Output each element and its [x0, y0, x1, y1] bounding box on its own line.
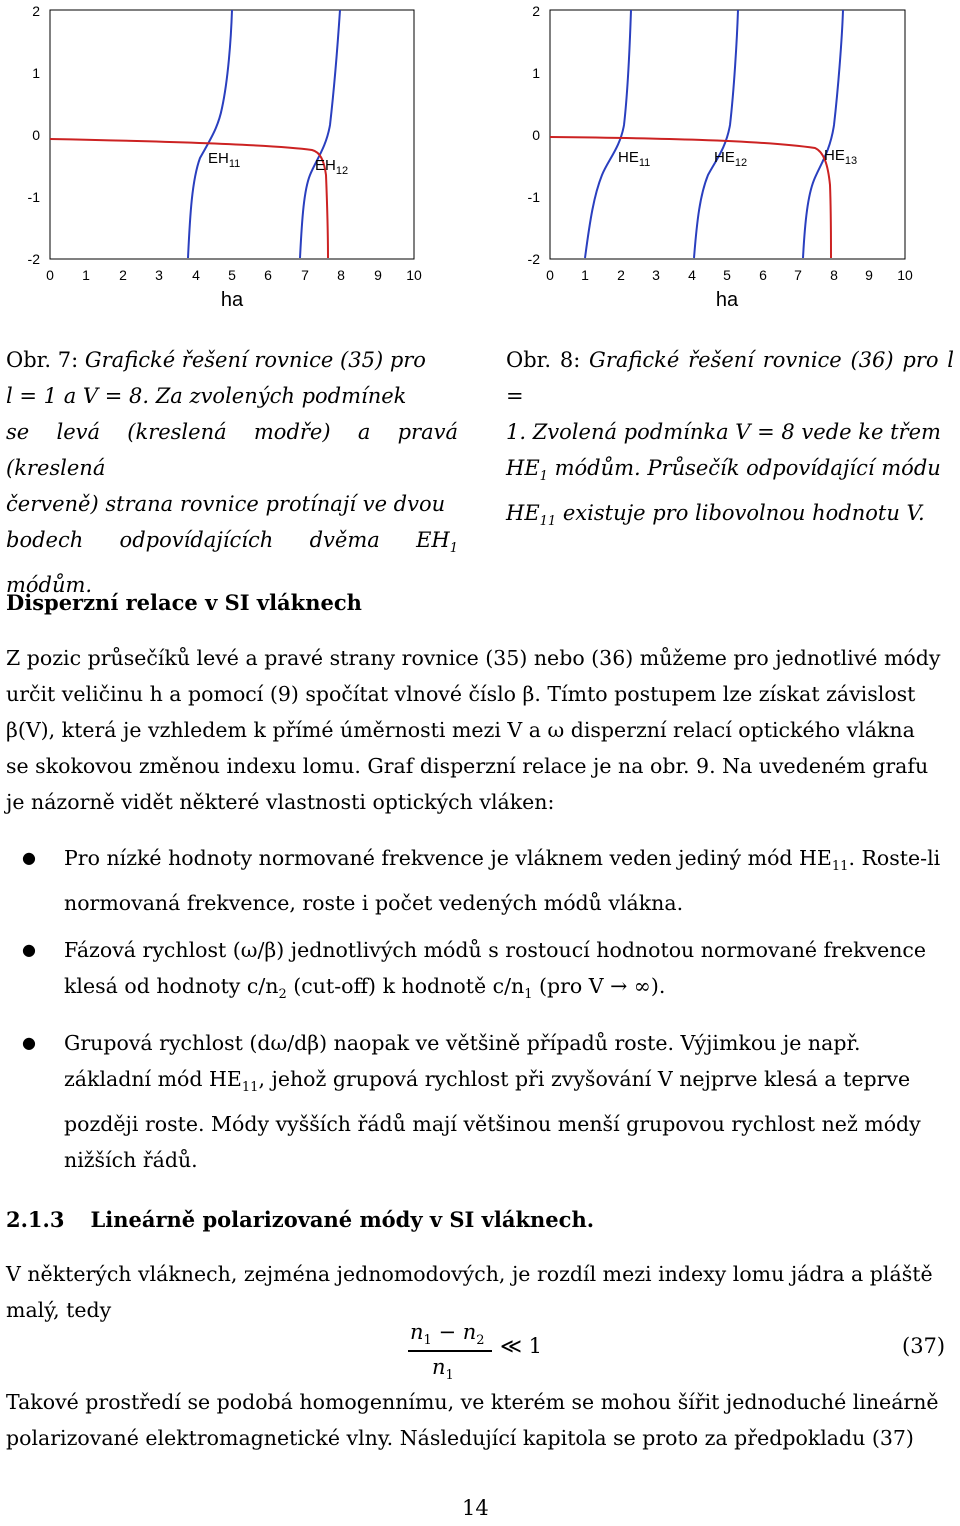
text-line: V některých vláknech, zejména jednomodových, je rozdíl mezi indexy lomu jádra a pláště — [6, 1262, 933, 1286]
caption-line: 1. Zvolená podmínka V = 8 vede ke třem — [506, 420, 941, 444]
x-axis-label: ha — [220, 289, 244, 311]
x-tick-label: 10 — [406, 267, 422, 283]
y-tick-label: -1 — [27, 189, 40, 205]
text-line: Takové prostředí se podobá homogennímu, ve kterém se mohou šířit jednoduché lineárně — [6, 1390, 939, 1414]
blue-curve-1 — [585, 10, 631, 258]
y-tick-label: 2 — [532, 3, 540, 19]
x-tick-label: 8 — [830, 267, 838, 283]
x-tick-label: 3 — [652, 267, 660, 283]
text-line: Fázová rychlost (ω/β) jednotlivých módů s rostoucí hodnotou normované frekvence — [64, 938, 927, 962]
x-tick-label: 0 — [546, 267, 554, 283]
x-tick-label: 9 — [865, 267, 873, 283]
blue-curve-1 — [188, 10, 232, 258]
figure-7-plot — [0, 0, 470, 315]
y-tick-label: 0 — [532, 127, 540, 143]
caption-line: $HE_1$ módům. Průsečík odpovídající módu — [506, 456, 941, 485]
text-line: Grupová rychlost (dω/dβ) naopak ve většině případů roste. Výjimkou je např. — [64, 1031, 861, 1055]
x-tick-label: 1 — [581, 267, 589, 283]
x-tick-label: 6 — [264, 267, 272, 283]
caption-line: $HE_{11}$ existuje pro libovolnou hodnotu V. — [506, 501, 925, 530]
subsection-title: Lineárně polarizované módy v SI vláknech. — [90, 1207, 595, 1232]
x-tick-label: 2 — [617, 267, 625, 283]
text-line: základní mód $HE_{11}$, jehož grupová rychlost při zvyšování V nejprve klesá a teprve — [64, 1067, 911, 1096]
caption-line: červeně) strana rovnice protínají ve dvou — [6, 492, 446, 516]
text-line: se skokovou změnou indexu lomu. Graf disperzní relace je na obr. 9. Na uvedeném grafu — [6, 754, 929, 778]
text-line: polarizované elektromagnetické vlny. Následující kapitola se proto za předpokladu (37) — [6, 1426, 914, 1450]
section-heading: Disperzní relace v SI vláknech — [6, 590, 362, 615]
x-tick-label: 3 — [155, 267, 163, 283]
y-tick-label: -1 — [527, 189, 540, 205]
text-line: malý, tedy — [6, 1298, 112, 1322]
caption-line — [6, 342, 458, 378]
mode-label-he13: $HE_{13}$ — [824, 147, 858, 167]
blue-curve-2 — [300, 10, 340, 258]
y-tick-label: 0 — [32, 127, 40, 143]
mode-label-he11: $HE_{11}$ — [618, 149, 651, 169]
figure-8-caption — [506, 342, 954, 540]
mode-label-eh12: $EH_{12}$ — [315, 157, 349, 177]
x-tick-label: 6 — [759, 267, 767, 283]
caption-line: bodech odpovídajících dvěma $EH_1$ módům. — [6, 528, 458, 598]
mode-label-he12: $HE_{12}$ — [714, 149, 748, 169]
text-line: normovaná frekvence, roste i počet vedených módů vlákna. — [64, 891, 684, 916]
text-line: určit veličinu h a pomocí (9) spočítat vlnové číslo β. Tímto postupem lze získat závislost — [6, 682, 916, 706]
x-tick-label: 7 — [794, 267, 802, 283]
text-line: Z pozic průsečíků levé a pravé strany rovnice (35) nebo (36) můžeme pro jednotlivé módy — [6, 646, 941, 670]
equation-label: (37) — [902, 1334, 946, 1358]
x-axis-label: ha — [715, 289, 739, 311]
caption-text: Grafické řešení rovnice (35) pro — [78, 348, 426, 372]
x-tick-label: 5 — [228, 267, 236, 283]
left-side-curves — [585, 10, 843, 258]
x-tick-labels — [46, 267, 422, 283]
figure-8-plot — [490, 0, 960, 315]
blue-curve-3 — [803, 10, 843, 258]
x-tick-labels — [546, 267, 913, 283]
x-tick-label: 8 — [337, 267, 345, 283]
paragraph-lp-waves — [6, 1384, 944, 1456]
caption-text: Grafické řešení rovnice (36) pro l = — [506, 348, 954, 408]
bullet-icon: ● — [22, 940, 36, 959]
plot-eh-svg — [0, 0, 470, 315]
equation-numerator: $n_1 - n_2$ — [410, 1320, 485, 1349]
bullet-icon: ● — [22, 1033, 36, 1052]
text-line: klesá od hodnoty $c/n_2$ (cut-off) k hodnotě $c/n_1$ (pro V → ∞). — [64, 974, 666, 1003]
bullet-icon: ● — [22, 848, 36, 867]
equation-relation: ≪ 1 — [500, 1334, 543, 1358]
caption-label: Obr. 8: — [506, 348, 581, 372]
text-line: β(V), která je vzhledem k přímé úměrnosti mezi V a ω disperzní relací optického vlákna — [6, 718, 915, 742]
caption-label: Obr. 7: — [6, 348, 79, 372]
y-tick-labels — [28, 3, 41, 267]
paragraph-lp-intro — [6, 1256, 944, 1328]
y-tick-label: -2 — [527, 251, 540, 267]
fraction-bar — [408, 1350, 492, 1352]
y-tick-label: 1 — [32, 65, 40, 81]
caption-line: l = 1 a V = 8. Za zvolených podmínek — [6, 384, 407, 408]
x-tick-label: 1 — [82, 267, 90, 283]
mode-label-eh11: $EH_{11}$ — [208, 150, 241, 170]
subsection-number: 2.1.3 — [6, 1207, 65, 1232]
red-curve — [550, 137, 831, 258]
plot-he-svg — [490, 0, 960, 315]
x-tick-label: 0 — [46, 267, 54, 283]
x-tick-label: 2 — [119, 267, 127, 283]
left-side-curves — [188, 10, 340, 258]
y-tick-label: -2 — [27, 251, 40, 267]
text-line: nižších řádů. — [64, 1148, 198, 1173]
y-tick-label: 2 — [32, 3, 40, 19]
x-tick-label: 4 — [192, 267, 200, 283]
figure-7-caption — [6, 342, 458, 603]
y-tick-label: 1 — [532, 65, 540, 81]
page-number: 14 — [462, 1496, 489, 1520]
bullet-item — [64, 840, 944, 921]
text-line: je názorně vidět některé vlastnosti optických vláken: — [6, 790, 555, 814]
text-line: později roste. Módy vyšších řádů mají většinou menší grupovou rychlost než módy — [64, 1112, 921, 1137]
equation-denominator: $n_1$ — [432, 1355, 454, 1384]
plot-frame — [50, 10, 414, 259]
subsection-heading — [6, 1207, 594, 1232]
bullet-item — [64, 932, 944, 1013]
x-tick-label: 10 — [897, 267, 913, 283]
x-tick-label: 7 — [301, 267, 309, 283]
caption-line: se levá (kreslená modře) a pravá (kreslená — [6, 420, 458, 480]
x-tick-label: 4 — [688, 267, 696, 283]
bullet-item — [64, 1025, 944, 1178]
paragraph-dispersion — [6, 640, 944, 820]
text-line: Pro nízké hodnoty normované frekvence je vláknem veden jediný mód $HE_{11}$. Roste-li — [64, 846, 941, 875]
blue-curve-2 — [694, 10, 738, 258]
x-tick-label: 9 — [374, 267, 382, 283]
x-tick-label: 5 — [723, 267, 731, 283]
caption-line — [506, 342, 954, 414]
y-tick-labels — [528, 3, 541, 267]
